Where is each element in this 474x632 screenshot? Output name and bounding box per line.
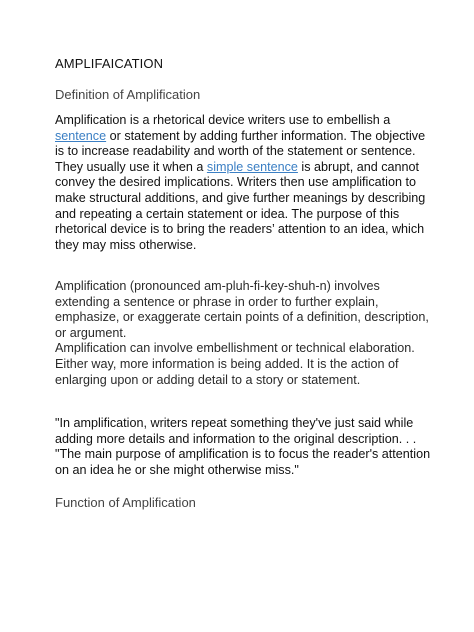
definition-text-1: Amplification is a rhetorical device writers use to embellish a bbox=[55, 113, 391, 127]
definition-text-3: is abrupt, and cannot convey the desired implications. Writers then use amplification to make structural additions, and give further meanings by describing and repeating a certain statement or idea. The purpose of this rhetorical device is to bring the readers’ attention to an idea, which they may miss otherwise. bbox=[55, 159, 426, 252]
pronunciation-paragraph bbox=[55, 279, 435, 388]
quote-paragraph: "In amplification, writers repeat something they've just said while adding more details and information to the original description. . . "The main purpose of amplification is to focus the reader's attention on an idea he or she might otherwise miss." bbox=[55, 416, 431, 477]
definition-heading: Definition of Amplification bbox=[55, 87, 201, 102]
definition-paragraph bbox=[55, 113, 435, 253]
document-title: AMPLIFAICATION bbox=[55, 56, 164, 71]
sentence-link[interactable]: sentence bbox=[55, 128, 107, 143]
pronunciation-text: Amplification (pronounced am-pluh-fi-key-shuh-n) involves extending a sentence or phrase in order to further explain, emphasize, or exaggerate certain points of a definition, description, or argument. bbox=[55, 279, 429, 340]
definition-text-2: or statement by adding further information. The objective is to increase readability and worth of the statement or sentence. They usually use it when a bbox=[55, 128, 426, 174]
elaboration-text: Amplification can involve embellishment or technical elaboration. Either way, more information is being added. It is the action of enlarging upon or adding detail to a story or statement. bbox=[55, 341, 415, 387]
function-heading: Function of Amplification bbox=[55, 495, 196, 510]
simple-sentence-link[interactable]: simple sentence bbox=[206, 159, 298, 174]
